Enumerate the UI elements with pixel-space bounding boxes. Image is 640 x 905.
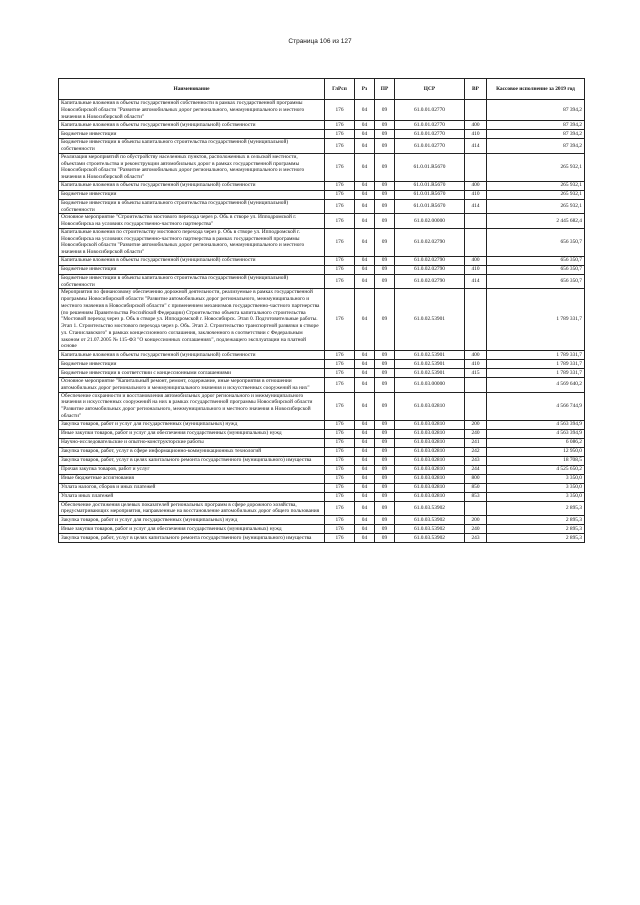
table-row bbox=[59, 483, 585, 492]
cell-rz: 04 bbox=[355, 465, 375, 474]
cell-amount: 656 350,7 bbox=[487, 256, 585, 265]
header-rz: Рз bbox=[355, 79, 375, 100]
cell-rz: 04 bbox=[355, 516, 375, 525]
cell-grp: 176 bbox=[325, 369, 355, 378]
cell-amount: 656 350,7 bbox=[487, 274, 585, 289]
cell-vr: 243 bbox=[465, 456, 487, 465]
cell-rz: 04 bbox=[355, 139, 375, 154]
table-row bbox=[59, 525, 585, 534]
cell-pr: 09 bbox=[375, 492, 395, 501]
cell-pr: 09 bbox=[375, 429, 395, 438]
cell-grp: 176 bbox=[325, 190, 355, 199]
cell-grp: 176 bbox=[325, 447, 355, 456]
cell-vr: 243 bbox=[465, 534, 487, 543]
cell-grp: 176 bbox=[325, 274, 355, 289]
cell-amount: 18 708,5 bbox=[487, 456, 585, 465]
cell-grp: 176 bbox=[325, 199, 355, 214]
cell-name: Обеспечение достижения целевых показателей региональных программ в сфере дорожного хозяйства, предусматривающих мероприятия, направленные на восстановление автомобильных дорог общего пользования bbox=[59, 501, 325, 516]
cell-grp: 176 bbox=[325, 438, 355, 447]
cell-rz: 04 bbox=[355, 265, 375, 274]
cell-pr: 09 bbox=[375, 265, 395, 274]
cell-pr: 09 bbox=[375, 420, 395, 429]
cell-rz: 04 bbox=[355, 199, 375, 214]
cell-amount: 87 394,2 bbox=[487, 139, 585, 154]
cell-csr: 61.0.03.02810 bbox=[395, 420, 465, 429]
cell-csr: 61.0.03.53902 bbox=[395, 525, 465, 534]
cell-amount: 2 445 682,4 bbox=[487, 214, 585, 229]
table-row bbox=[59, 492, 585, 501]
cell-csr: 61.0.02.53901 bbox=[395, 360, 465, 369]
cell-rz: 04 bbox=[355, 214, 375, 229]
cell-amount: 1 789 331,7 bbox=[487, 369, 585, 378]
cell-amount: 2 895,3 bbox=[487, 501, 585, 516]
cell-name: Закупка товаров, работ и услуг для государственных (муниципальных) нужд bbox=[59, 516, 325, 525]
cell-rz: 04 bbox=[355, 130, 375, 139]
cell-vr: 410 bbox=[465, 265, 487, 274]
cell-vr: 200 bbox=[465, 420, 487, 429]
cell-vr: 414 bbox=[465, 199, 487, 214]
cell-amount: 265 932,1 bbox=[487, 190, 585, 199]
cell-csr: 61.0.03.02810 bbox=[395, 492, 465, 501]
cell-grp: 176 bbox=[325, 139, 355, 154]
cell-name: Уплата налогов, сборов и иных платежей bbox=[59, 483, 325, 492]
table-row bbox=[59, 121, 585, 130]
table-row bbox=[59, 190, 585, 199]
cell-rz: 04 bbox=[355, 256, 375, 265]
cell-pr: 09 bbox=[375, 474, 395, 483]
cell-amount: 2 895,3 bbox=[487, 534, 585, 543]
cell-pr: 09 bbox=[375, 256, 395, 265]
cell-amount: 1 789 331,7 bbox=[487, 360, 585, 369]
cell-name: Капитальные вложения в объекты государственной (муниципальной) собственности bbox=[59, 256, 325, 265]
cell-grp: 176 bbox=[325, 121, 355, 130]
cell-name: Обеспечение сохранности и восстановления автомобильных дорог регионального и межмуниципального значения и искусственных сооружений на них в рамках государственной программы Новосибирской области "Развитие автомобильных дорог регионального, межмуниципального и местного значения в Новосибирской области" bbox=[59, 392, 325, 420]
cell-name: Закупка товаров, работ, услуг в сфере информационно-коммуникационных технологий bbox=[59, 447, 325, 456]
cell-name: Бюджетные инвестиции в объекты капитального строительства государственной (муниципальной) собственности bbox=[59, 199, 325, 214]
cell-vr: 242 bbox=[465, 447, 487, 456]
cell-vr: 400 bbox=[465, 121, 487, 130]
cell-vr: 241 bbox=[465, 438, 487, 447]
cell-name: Капитальные вложения в объекты государственной собственности в рамках государственной программы Новосибирской области "Развитие автомобильных дорог регионального, межмуниципального и местного значения в Новосибирской области" bbox=[59, 100, 325, 121]
cell-rz: 04 bbox=[355, 121, 375, 130]
cell-amount: 1 789 331,7 bbox=[487, 351, 585, 360]
budget-table bbox=[58, 78, 585, 543]
cell-csr: 61.0.03.02810 bbox=[395, 465, 465, 474]
table-row bbox=[59, 534, 585, 543]
cell-grp: 176 bbox=[325, 492, 355, 501]
cell-pr: 09 bbox=[375, 181, 395, 190]
table-row bbox=[59, 474, 585, 483]
cell-name: Капитальные вложения в объекты государственной (муниципальной) собственности bbox=[59, 181, 325, 190]
cell-vr: 400 bbox=[465, 256, 487, 265]
cell-grp: 176 bbox=[325, 483, 355, 492]
cell-vr: 244 bbox=[465, 465, 487, 474]
cell-name: Бюджетные инвестиции bbox=[59, 265, 325, 274]
cell-amount: 4 563 394,9 bbox=[487, 429, 585, 438]
cell-vr: 415 bbox=[465, 369, 487, 378]
table-row bbox=[59, 392, 585, 420]
cell-csr: 61.0.01.02770 bbox=[395, 139, 465, 154]
page-number-header: Страница 106 из 127 bbox=[288, 38, 352, 45]
cell-grp: 176 bbox=[325, 181, 355, 190]
cell-pr: 09 bbox=[375, 214, 395, 229]
cell-grp: 176 bbox=[325, 465, 355, 474]
table-row bbox=[59, 351, 585, 360]
cell-amount: 3 350,0 bbox=[487, 483, 585, 492]
cell-pr: 09 bbox=[375, 392, 395, 420]
cell-vr: 240 bbox=[465, 429, 487, 438]
cell-csr: 61.0.03.02810 bbox=[395, 483, 465, 492]
cell-name: Капитальные вложения в объекты государственной (муниципальной) собственности bbox=[59, 121, 325, 130]
cell-vr bbox=[465, 392, 487, 420]
cell-amount: 265 932,1 bbox=[487, 153, 585, 181]
cell-grp: 176 bbox=[325, 534, 355, 543]
cell-amount: 6 086,2 bbox=[487, 438, 585, 447]
cell-name: Бюджетные инвестиции в объекты капитального строительства государственной (муниципальной) собственности bbox=[59, 274, 325, 289]
cell-name: Основное мероприятие "Строительство мостового перехода через р. Обь в створе ул. Ипподромской г. Новосибирска на условиях государственно-частного партнерства" bbox=[59, 214, 325, 229]
cell-vr: 240 bbox=[465, 525, 487, 534]
table-row bbox=[59, 153, 585, 181]
cell-amount: 1 789 331,7 bbox=[487, 289, 585, 351]
cell-name: Бюджетные инвестиции bbox=[59, 190, 325, 199]
table-row bbox=[59, 100, 585, 121]
cell-amount: 4 569 640,2 bbox=[487, 378, 585, 393]
cell-vr bbox=[465, 501, 487, 516]
cell-vr: 200 bbox=[465, 516, 487, 525]
cell-pr: 09 bbox=[375, 289, 395, 351]
header-name: Наименование bbox=[59, 79, 325, 100]
table-row bbox=[59, 360, 585, 369]
cell-pr: 09 bbox=[375, 525, 395, 534]
cell-pr: 09 bbox=[375, 438, 395, 447]
cell-csr: 61.0.02.02790 bbox=[395, 256, 465, 265]
cell-pr: 09 bbox=[375, 483, 395, 492]
cell-rz: 04 bbox=[355, 392, 375, 420]
cell-vr: 853 bbox=[465, 492, 487, 501]
cell-name: Мероприятия по финансовому обеспечению дорожной деятельности, реализуемые в рамках государственной программы Новосибирской области "Развитие автомобильных дорог регионального, межмуниципального и местного значения в Новосибирской области" с применением механизмов государственно-частного партнерства (по решениям Правительства Российской Федерации) Строительство объекта капитального строительства "Мостовой переход через р. Обь в створе ул. Ипподромской г. Новосибирск. Этап 0. Подготовительные работы. Этап 1. Строительство мостового перехода через р. Обь. Этап 2. Строительство транспортной развязки в створе ул. Станиславского" в рамках концессионного соглашения, заключенного в соответствии с Федеральным законом от 21.07.2005 № 115-ФЗ "О концессионных соглашениях", подлежащего эксплуатации на платной основе bbox=[59, 289, 325, 351]
cell-csr: 61.0.02.02790 bbox=[395, 274, 465, 289]
cell-name: Бюджетные инвестиции в соответствии с концессионными соглашениями bbox=[59, 369, 325, 378]
header-pr: ПР bbox=[375, 79, 395, 100]
cell-rz: 04 bbox=[355, 100, 375, 121]
cell-amount: 2 895,3 bbox=[487, 516, 585, 525]
cell-name: Основное мероприятие "Капитальный ремонт, ремонт, содержание, иные мероприятия в отношении автомобильных дорог регионального и межмуниципального значения и искусственных сооружений на них" bbox=[59, 378, 325, 393]
cell-grp: 176 bbox=[325, 214, 355, 229]
cell-vr: 414 bbox=[465, 274, 487, 289]
cell-name: Прочая закупка товаров, работ и услуг bbox=[59, 465, 325, 474]
cell-amount: 87 394,2 bbox=[487, 100, 585, 121]
cell-rz: 04 bbox=[355, 483, 375, 492]
cell-rz: 04 bbox=[355, 378, 375, 393]
cell-grp: 176 bbox=[325, 265, 355, 274]
cell-rz: 04 bbox=[355, 456, 375, 465]
cell-csr: 61.0.03.02810 bbox=[395, 392, 465, 420]
cell-pr: 09 bbox=[375, 360, 395, 369]
cell-grp: 176 bbox=[325, 429, 355, 438]
cell-vr: 400 bbox=[465, 351, 487, 360]
cell-csr: 61.0.02.00000 bbox=[395, 214, 465, 229]
cell-grp: 176 bbox=[325, 351, 355, 360]
cell-pr: 09 bbox=[375, 190, 395, 199]
cell-grp: 176 bbox=[325, 474, 355, 483]
cell-amount: 656 350,7 bbox=[487, 228, 585, 256]
cell-pr: 09 bbox=[375, 351, 395, 360]
cell-amount: 265 932,1 bbox=[487, 181, 585, 190]
cell-name: Бюджетные инвестиции bbox=[59, 130, 325, 139]
table-row bbox=[59, 456, 585, 465]
cell-name: Капитальные вложения по строительству мостового перехода через р. Обь в створе ул. Ипподромской г. Новосибирска на условиях государственно-частного партнерства в рамках государственной программы Новосибирской области "Развитие автомобильных дорог регионального, межмуниципального и местного значения в Новосибирской области" bbox=[59, 228, 325, 256]
cell-rz: 04 bbox=[355, 190, 375, 199]
cell-pr: 09 bbox=[375, 139, 395, 154]
cell-csr: 61.0.03.02810 bbox=[395, 447, 465, 456]
cell-pr: 09 bbox=[375, 501, 395, 516]
cell-name: Иные закупки товаров, работ и услуг для обеспечения государственных (муниципальных) нужд bbox=[59, 525, 325, 534]
cell-rz: 04 bbox=[355, 534, 375, 543]
table-row bbox=[59, 130, 585, 139]
cell-grp: 176 bbox=[325, 456, 355, 465]
table-row bbox=[59, 228, 585, 256]
table-row bbox=[59, 420, 585, 429]
table-row bbox=[59, 265, 585, 274]
cell-rz: 04 bbox=[355, 369, 375, 378]
table-row bbox=[59, 369, 585, 378]
cell-vr: 414 bbox=[465, 139, 487, 154]
cell-rz: 04 bbox=[355, 420, 375, 429]
cell-rz: 04 bbox=[355, 274, 375, 289]
cell-csr: 61.0.03.00000 bbox=[395, 378, 465, 393]
cell-amount: 265 932,1 bbox=[487, 199, 585, 214]
cell-grp: 176 bbox=[325, 360, 355, 369]
cell-vr bbox=[465, 153, 487, 181]
cell-pr: 09 bbox=[375, 153, 395, 181]
cell-amount: 87 394,2 bbox=[487, 121, 585, 130]
cell-name: Закупка товаров, работ и услуг для государственных (муниципальных) нужд bbox=[59, 420, 325, 429]
cell-rz: 04 bbox=[355, 438, 375, 447]
cell-csr: 61.0.03.53902 bbox=[395, 534, 465, 543]
cell-pr: 09 bbox=[375, 456, 395, 465]
cell-rz: 04 bbox=[355, 492, 375, 501]
cell-csr: 61.0.03.53902 bbox=[395, 516, 465, 525]
cell-csr: 61.0.01.R5670 bbox=[395, 181, 465, 190]
cell-amount: 2 895,3 bbox=[487, 525, 585, 534]
cell-amount: 3 350,0 bbox=[487, 492, 585, 501]
cell-grp: 176 bbox=[325, 130, 355, 139]
table-row bbox=[59, 465, 585, 474]
cell-csr: 61.0.01.02770 bbox=[395, 121, 465, 130]
cell-rz: 04 bbox=[355, 474, 375, 483]
cell-csr: 61.0.01.02770 bbox=[395, 130, 465, 139]
table-row bbox=[59, 214, 585, 229]
cell-rz: 04 bbox=[355, 351, 375, 360]
cell-vr bbox=[465, 214, 487, 229]
cell-name: Реализация мероприятий по обустройству населенных пунктов, расположенных в сельской местности, объектами строительства и реконструкции автомобильных дорог в рамках государственной программы Новосибирской области "Развитие автомобильных дорог регионального, межмуниципального и местного значения в Новосибирской области" bbox=[59, 153, 325, 181]
cell-name: Иные бюджетные ассигнования bbox=[59, 474, 325, 483]
cell-name: Закупка товаров, работ, услуг в целях капитального ремонта государственного (муниципального) имущества bbox=[59, 456, 325, 465]
cell-name: Бюджетные инвестиции bbox=[59, 360, 325, 369]
cell-pr: 09 bbox=[375, 228, 395, 256]
cell-grp: 176 bbox=[325, 525, 355, 534]
cell-pr: 09 bbox=[375, 369, 395, 378]
cell-csr: 61.0.03.02810 bbox=[395, 456, 465, 465]
cell-pr: 09 bbox=[375, 121, 395, 130]
cell-grp: 176 bbox=[325, 153, 355, 181]
cell-grp: 176 bbox=[325, 420, 355, 429]
cell-csr: 61.0.02.02790 bbox=[395, 228, 465, 256]
cell-csr: 61.0.02.53901 bbox=[395, 351, 465, 360]
cell-grp: 176 bbox=[325, 392, 355, 420]
cell-rz: 04 bbox=[355, 501, 375, 516]
cell-amount: 3 350,0 bbox=[487, 474, 585, 483]
table-header-row bbox=[59, 79, 585, 100]
cell-vr bbox=[465, 289, 487, 351]
table-row bbox=[59, 429, 585, 438]
cell-name: Капитальные вложения в объекты государственной (муниципальной) собственности bbox=[59, 351, 325, 360]
cell-vr: 800 bbox=[465, 474, 487, 483]
cell-name: Уплата иных платежей bbox=[59, 492, 325, 501]
cell-vr: 410 bbox=[465, 360, 487, 369]
table-body bbox=[59, 100, 585, 543]
header-amount: Кассовое исполнение за 2019 год bbox=[487, 79, 585, 100]
cell-amount: 87 394,2 bbox=[487, 130, 585, 139]
cell-vr bbox=[465, 378, 487, 393]
cell-amount: 12 950,0 bbox=[487, 447, 585, 456]
cell-rz: 04 bbox=[355, 429, 375, 438]
cell-pr: 09 bbox=[375, 130, 395, 139]
cell-rz: 04 bbox=[355, 360, 375, 369]
cell-vr: 400 bbox=[465, 181, 487, 190]
cell-pr: 09 bbox=[375, 516, 395, 525]
cell-grp: 176 bbox=[325, 100, 355, 121]
cell-amount: 4 563 394,9 bbox=[487, 420, 585, 429]
cell-pr: 09 bbox=[375, 378, 395, 393]
cell-name: Иные закупки товаров, работ и услуг для обеспечения государственных (муниципальных) нужд bbox=[59, 429, 325, 438]
table-row bbox=[59, 447, 585, 456]
cell-csr: 61.0.01.R5670 bbox=[395, 199, 465, 214]
cell-pr: 09 bbox=[375, 465, 395, 474]
table-row bbox=[59, 516, 585, 525]
table-row bbox=[59, 139, 585, 154]
cell-csr: 61.0.03.53902 bbox=[395, 501, 465, 516]
cell-grp: 176 bbox=[325, 516, 355, 525]
table-row bbox=[59, 501, 585, 516]
cell-amount: 4 566 744,9 bbox=[487, 392, 585, 420]
cell-pr: 09 bbox=[375, 274, 395, 289]
cell-pr: 09 bbox=[375, 100, 395, 121]
cell-vr bbox=[465, 228, 487, 256]
cell-csr: 61.0.02.53901 bbox=[395, 369, 465, 378]
header-grp: ГлРсп bbox=[325, 79, 355, 100]
table-row bbox=[59, 274, 585, 289]
cell-rz: 04 bbox=[355, 181, 375, 190]
table-row bbox=[59, 256, 585, 265]
cell-vr: 410 bbox=[465, 130, 487, 139]
cell-grp: 176 bbox=[325, 228, 355, 256]
table-row bbox=[59, 289, 585, 351]
cell-pr: 09 bbox=[375, 447, 395, 456]
cell-grp: 176 bbox=[325, 256, 355, 265]
cell-vr bbox=[465, 100, 487, 121]
cell-rz: 04 bbox=[355, 525, 375, 534]
cell-csr: 61.0.01.02770 bbox=[395, 100, 465, 121]
table-row bbox=[59, 199, 585, 214]
cell-csr: 61.0.02.53901 bbox=[395, 289, 465, 351]
cell-grp: 176 bbox=[325, 289, 355, 351]
cell-amount: 656 350,7 bbox=[487, 265, 585, 274]
table-row bbox=[59, 438, 585, 447]
header-vr: ВР bbox=[465, 79, 487, 100]
cell-name: Закупка товаров, работ, услуг в целях капитального ремонта государственного (муниципального) имущества bbox=[59, 534, 325, 543]
cell-csr: 61.0.03.02810 bbox=[395, 474, 465, 483]
cell-rz: 04 bbox=[355, 153, 375, 181]
cell-amount: 4 525 650,2 bbox=[487, 465, 585, 474]
cell-grp: 176 bbox=[325, 501, 355, 516]
cell-rz: 04 bbox=[355, 447, 375, 456]
cell-csr: 61.0.01.R5670 bbox=[395, 153, 465, 181]
table-row bbox=[59, 378, 585, 393]
cell-csr: 61.0.02.02790 bbox=[395, 265, 465, 274]
cell-csr: 61.0.03.02810 bbox=[395, 438, 465, 447]
table-row bbox=[59, 181, 585, 190]
cell-grp: 176 bbox=[325, 378, 355, 393]
cell-vr: 410 bbox=[465, 190, 487, 199]
cell-rz: 04 bbox=[355, 228, 375, 256]
cell-name: Бюджетные инвестиции в объекты капитального строительства государственной (муниципальной) собственности bbox=[59, 139, 325, 154]
cell-csr: 61.0.01.R5670 bbox=[395, 190, 465, 199]
cell-pr: 09 bbox=[375, 199, 395, 214]
cell-pr: 09 bbox=[375, 534, 395, 543]
cell-name: Научно-исследовательские и опытно-конструкторские работы bbox=[59, 438, 325, 447]
cell-vr: 850 bbox=[465, 483, 487, 492]
cell-csr: 61.0.03.02810 bbox=[395, 429, 465, 438]
header-csr: ЦСР bbox=[395, 79, 465, 100]
cell-rz: 04 bbox=[355, 289, 375, 351]
